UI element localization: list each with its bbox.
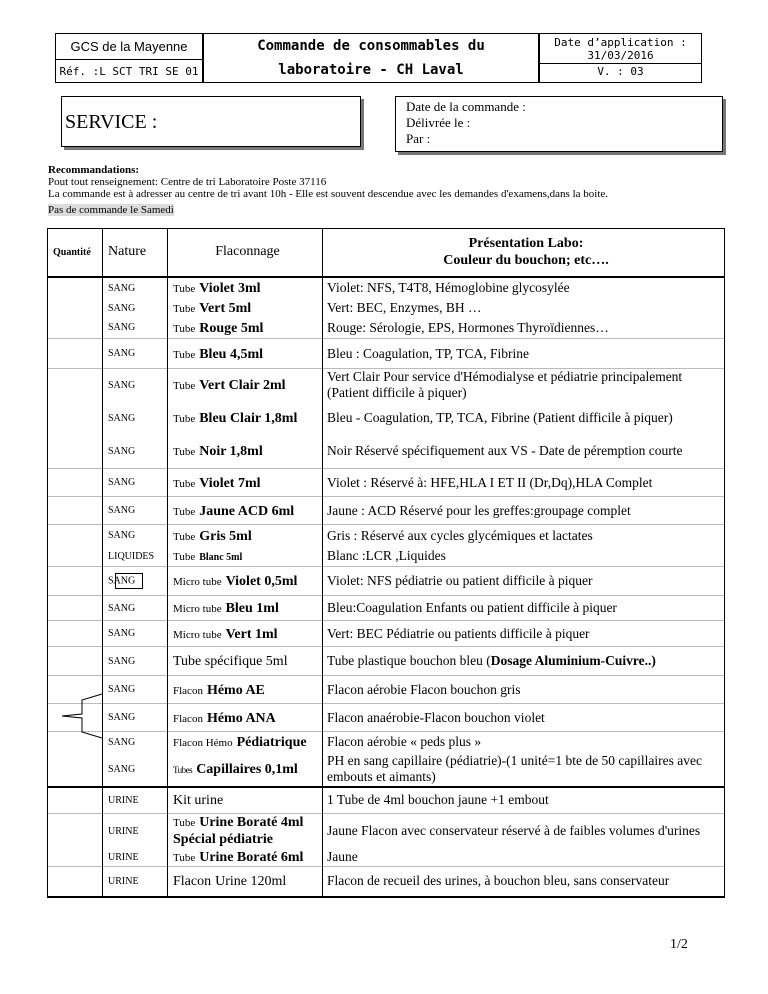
flaconnage-cell: Micro tube Bleu 1ml <box>168 596 323 621</box>
quantity-cell[interactable] <box>48 787 103 814</box>
date-application-value: 31/03/2016 <box>540 49 701 64</box>
col-flaconnage: Flaconnage <box>168 229 323 277</box>
quantity-cell[interactable] <box>48 402 103 435</box>
flaconnage-cell: Tube Bleu 4,5ml <box>168 339 323 369</box>
presentation-cell: Flacon anaérobie-Flacon bouchon violet <box>323 704 725 732</box>
table-row <box>48 867 725 897</box>
flaconnage-cell: Flacon Hémo Pédiatrique <box>168 732 323 753</box>
header-date-box <box>539 33 702 83</box>
presentation-cell: Vert Clair Pour service d'Hémodialyse et pédiatrie principalement (Patient difficile à piquer) <box>323 369 725 402</box>
nature-cell: SANG <box>103 596 168 621</box>
table-row <box>48 704 725 732</box>
quantity-cell[interactable] <box>48 339 103 369</box>
header-org-box <box>55 33 203 83</box>
nature-cell: SANG <box>103 704 168 732</box>
table-row <box>48 567 725 596</box>
presentation-cell: Violet: NFS pédiatrie ou patient difficile à piquer <box>323 567 725 596</box>
quantity-cell[interactable] <box>48 567 103 596</box>
nature-cell: SANG <box>103 318 168 339</box>
doc-title-line2: laboratoire - CH Laval <box>278 62 464 78</box>
nature-cell: SANG <box>103 676 168 704</box>
flaconnage-cell: Tube spécifique 5ml <box>168 647 323 676</box>
presentation-cell: Blanc :LCR ,Liquides <box>323 547 725 567</box>
presentation-cell: Violet: NFS, T4T8, Hémoglobine glycosylée <box>323 277 725 299</box>
nature-cell: SANG <box>103 497 168 525</box>
presentation-cell: Jaune <box>323 848 725 867</box>
flaconnage-cell: Micro tube Violet 0,5ml <box>168 567 323 596</box>
nature-cell: SANG <box>103 753 168 787</box>
presentation-cell: Flacon aérobie Flacon bouchon gris <box>323 676 725 704</box>
checkbox[interactable] <box>115 573 143 589</box>
quantity-cell[interactable] <box>48 525 103 547</box>
quantity-cell[interactable] <box>48 277 103 299</box>
nature-cell: SANG <box>103 567 168 596</box>
presentation-cell: Vert: BEC Pédiatrie ou patients difficile à piquer <box>323 621 725 647</box>
presentation-cell: Bleu : Coagulation, TP, TCA, Fibrine <box>323 339 725 369</box>
table-row <box>48 848 725 867</box>
table-row <box>48 753 725 787</box>
table-row <box>48 299 725 318</box>
by-label: Par : <box>406 131 431 146</box>
nature-cell: SANG <box>103 277 168 299</box>
order-info-box[interactable] <box>395 96 723 152</box>
presentation-cell: Gris : Réservé aux cycles glycémiques et lactates <box>323 525 725 547</box>
nature-cell: URINE <box>103 814 168 849</box>
flaconnage-cell: Flacon Urine 120ml <box>168 867 323 897</box>
flaconnage-cell: Tube Jaune ACD 6ml <box>168 497 323 525</box>
recommendations <box>48 164 608 218</box>
presentation-cell: Violet : Réservé à: HFE,HLA I ET II (Dr,Dq),HLA Complet <box>323 469 725 497</box>
nature-cell: URINE <box>103 848 168 867</box>
presentation-cell: Bleu:Coagulation Enfants ou patient difficile à piquer <box>323 596 725 621</box>
nature-cell: LIQUIDES <box>103 547 168 567</box>
flaconnage-cell: Tube Vert 5ml <box>168 299 323 318</box>
table-row <box>48 318 725 339</box>
quantity-cell[interactable] <box>48 369 103 402</box>
flaconnage-cell: Tubes Capillaires 0,1ml <box>168 753 323 787</box>
nature-cell: SANG <box>103 525 168 547</box>
quantity-cell[interactable] <box>48 647 103 676</box>
presentation-cell: Rouge: Sérologie, EPS, Hormones Thyroïdiennes… <box>323 318 725 339</box>
table-row <box>48 732 725 753</box>
flaconnage-cell: Tube Gris 5ml <box>168 525 323 547</box>
table-row <box>48 469 725 497</box>
table-header-row <box>48 229 725 277</box>
quantity-cell[interactable] <box>48 497 103 525</box>
version: V. : 03 <box>597 65 644 78</box>
flaconnage-cell: Tube Bleu Clair 1,8ml <box>168 402 323 435</box>
flaconnage-cell: Tube Rouge 5ml <box>168 318 323 339</box>
doc-title-line1: Commande de consommables du <box>257 38 485 54</box>
service-label: SERVICE : <box>65 111 158 133</box>
table-row <box>48 787 725 814</box>
date-application-label: Date d’application : <box>554 36 687 49</box>
table-row <box>48 621 725 647</box>
table-row <box>48 814 725 849</box>
nature-cell: SANG <box>103 435 168 469</box>
flaconnage-cell: Tube Urine Boraté 4ml Spécial pédiatrie <box>168 814 323 849</box>
quantity-cell[interactable] <box>48 621 103 647</box>
table-row <box>48 547 725 567</box>
presentation-cell: Noir Réservé spécifiquement aux VS - Date de péremption courte <box>323 435 725 469</box>
nature-cell: SANG <box>103 299 168 318</box>
quantity-cell[interactable] <box>48 299 103 318</box>
col-nature: Nature <box>103 229 168 277</box>
nature-cell: URINE <box>103 867 168 897</box>
flaconnage-cell: Flacon Hémo ANA <box>168 704 323 732</box>
table-row <box>48 676 725 704</box>
recommendation-line-3: Pas de commande le Samedi <box>48 204 174 216</box>
table-row <box>48 435 725 469</box>
presentation-cell: Flacon de recueil des urines, à bouchon bleu, sans conservateur <box>323 867 725 897</box>
recommendations-title: Recommandations: <box>48 164 140 176</box>
presentation-cell: 1 Tube de 4ml bouchon jaune +1 embout <box>323 787 725 814</box>
page-number: 1/2 <box>670 937 688 952</box>
quantity-cell[interactable] <box>48 867 103 897</box>
flaconnage-cell: Tube Blanc 5ml <box>168 547 323 567</box>
quantity-cell[interactable] <box>48 753 103 787</box>
presentation-cell: Flacon aérobie « peds plus » <box>323 732 725 753</box>
table-row <box>48 596 725 621</box>
reference: Réf. :L SCT TRI SE 01 <box>59 65 199 78</box>
nature-cell: SANG <box>103 469 168 497</box>
delivered-label: Délivrée le : <box>406 115 471 130</box>
table-row <box>48 647 725 676</box>
flaconnage-cell: Micro tube Vert 1ml <box>168 621 323 647</box>
quantity-cell[interactable] <box>48 848 103 867</box>
table-row <box>48 525 725 547</box>
order-date-label: Date de la commande : <box>406 99 526 114</box>
presentation-cell: Jaune Flacon avec conservateur réservé à de faibles volumes d'urines <box>323 814 725 849</box>
nature-cell: URINE <box>103 787 168 814</box>
quantity-cell[interactable] <box>48 435 103 469</box>
recommendation-line-2: La commande est à adresser au centre de tri avant 10h - Elle est souvent descendue avec les demandes d'examens,dans la boite. <box>48 188 609 200</box>
quantity-cell[interactable] <box>48 547 103 567</box>
table-row <box>48 339 725 369</box>
nature-cell: SANG <box>103 647 168 676</box>
flaconnage-cell: Kit urine <box>168 787 323 814</box>
brace-annotation <box>56 692 106 740</box>
quantity-cell[interactable] <box>48 469 103 497</box>
quantity-cell[interactable] <box>48 318 103 339</box>
presentation-cell: Jaune : ACD Réservé pour les greffes:groupage complet <box>323 497 725 525</box>
order-table <box>47 228 725 898</box>
nature-cell: SANG <box>103 732 168 753</box>
presentation-header-line1: Présentation Labo: <box>468 236 584 252</box>
nature-cell: SANG <box>103 339 168 369</box>
presentation-cell: PH en sang capillaire (pédiatrie)-(1 unité=1 bte de 50 capillaires avec embouts et aimants) <box>323 753 725 787</box>
col-quantity: Quantité <box>48 229 103 277</box>
flaconnage-cell: Tube Violet 3ml <box>168 277 323 299</box>
org-name: GCS de la Mayenne <box>56 34 202 60</box>
nature-cell: SANG <box>103 402 168 435</box>
quantity-cell[interactable] <box>48 596 103 621</box>
recommendation-line-1: Pout tout renseignement: Centre de tri Laboratoire Poste 37116 <box>48 176 327 188</box>
flaconnage-cell: Tube Violet 7ml <box>168 469 323 497</box>
presentation-cell: Bleu - Coagulation, TP, TCA, Fibrine (Patient difficile à piquer) <box>323 402 725 435</box>
table-row <box>48 402 725 435</box>
quantity-cell[interactable] <box>48 814 103 849</box>
presentation-cell: Tube plastique bouchon bleu (Dosage Aluminium-Cuivre..) <box>323 647 725 676</box>
flaconnage-cell: Tube Vert Clair 2ml <box>168 369 323 402</box>
nature-cell: SANG <box>103 369 168 402</box>
service-box <box>61 96 361 147</box>
table-row <box>48 497 725 525</box>
flaconnage-cell: Flacon Hémo AE <box>168 676 323 704</box>
nature-cell: SANG <box>103 621 168 647</box>
flaconnage-cell: Tube Urine Boraté 6ml <box>168 848 323 867</box>
header-title-box <box>203 33 539 83</box>
table-row <box>48 369 725 402</box>
flaconnage-cell: Tube Noir 1,8ml <box>168 435 323 469</box>
presentation-cell: Vert: BEC, Enzymes, BH … <box>323 299 725 318</box>
table-row <box>48 277 725 299</box>
presentation-header-line2: Couleur du bouchon; etc…. <box>443 253 609 269</box>
col-presentation <box>323 229 725 277</box>
